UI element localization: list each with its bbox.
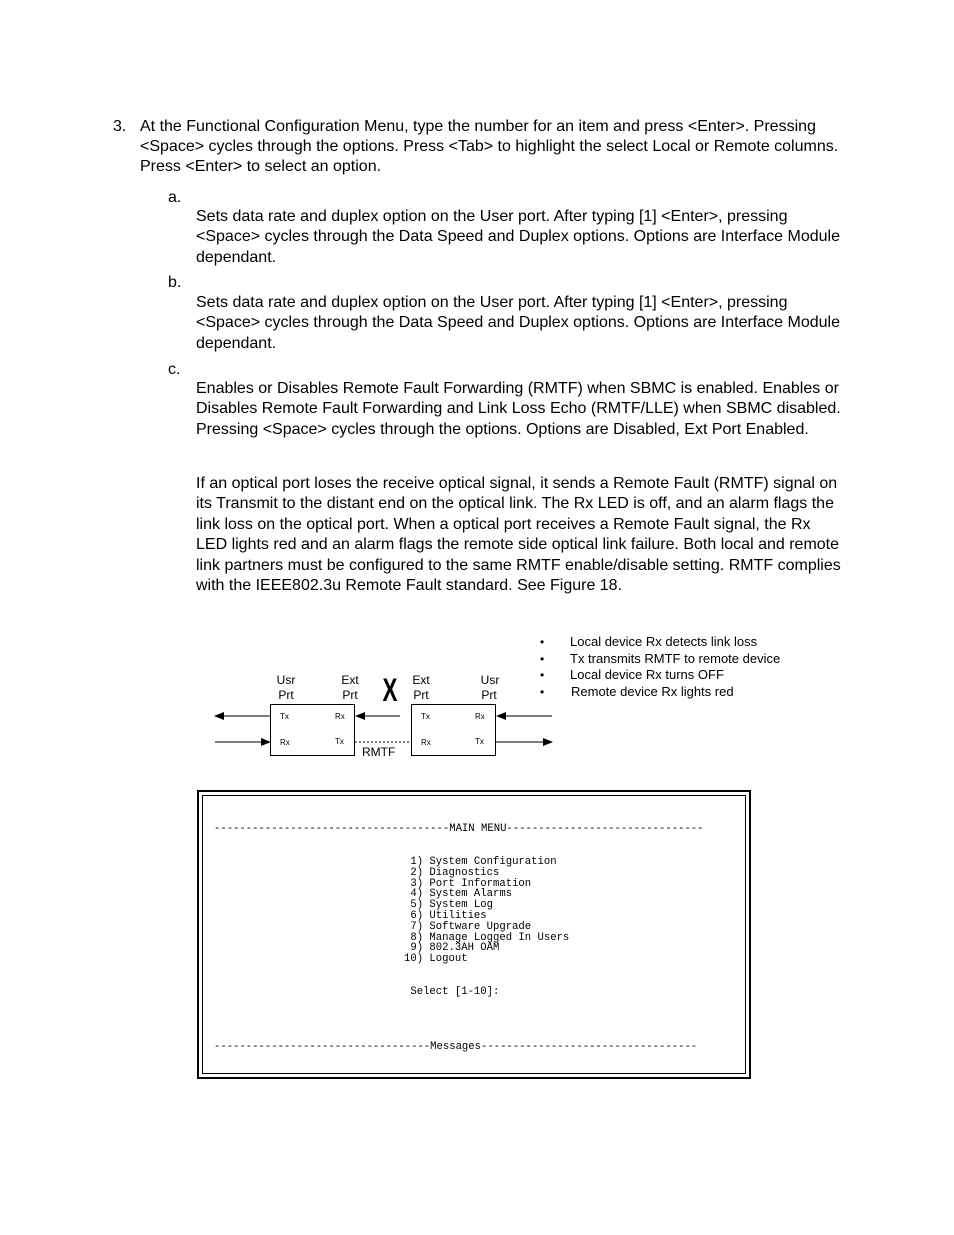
substep-b-text: Sets data rate and duplex option on the User port. After typing [1] <Enter>, pressing <Space> cycles through the Data Speed and Duplex options. Options are Interface Module dependant.: [196, 294, 840, 352]
substep-b-label: b.: [168, 274, 182, 291]
remote-ext-tx-label: Tx: [421, 712, 430, 721]
rmtf-label: RMTF: [362, 745, 396, 759]
substep-c-label: c.: [168, 361, 181, 378]
select-prompt[interactable]: Select [1-10]:: [404, 986, 500, 998]
remote-usr-tx-label: Tx: [475, 737, 484, 746]
bullet-dot: •: [540, 651, 545, 666]
bullet-item: [540, 684, 840, 701]
bullet-text: Local device Rx turns OFF: [570, 667, 724, 683]
substep-c-text: Enables or Disables Remote Fault Forwarding (RMTF) when SBMC is enabled. Enables or Disables Remote Fault Forwarding and Link Loss Echo (RMTF/LLE) when SBMC disabled. Pressing <Space> cycles through the options. Options are Disabled, Ext Port Enabled.: [196, 380, 841, 438]
step-text: At the Functional Configuration Menu, type the number for an item and press <Enter>. Pressing <Space> cycles through the options. Press <Tab> to highlight the select Local or Remote columns. Press <Enter> to select an option.: [140, 118, 839, 175]
substep-a-label: a.: [168, 189, 182, 206]
substep-a-text: Sets data rate and duplex option on the User port. After typing [1] <Enter>, pressing <Space> cycles through the Data Speed and Duplex options. Options are Interface Module dependant.: [196, 208, 840, 266]
bullet-item: [540, 651, 840, 668]
remote-usr-rx-label: Rx: [475, 712, 485, 721]
bullet-item: [540, 667, 840, 684]
menu-item-802-3ah-oam[interactable]: 9) 802.3AH OAM: [404, 942, 500, 955]
local-usr-tx-label: Tx: [280, 712, 289, 721]
bullet-dot: •: [540, 635, 545, 649]
local-ext-label: Ext: [341, 673, 359, 687]
menu-item-logout[interactable]: 10) Logout: [404, 953, 468, 966]
bullet-item: [540, 634, 840, 651]
menu-item-port-information[interactable]: 3) Port Information: [404, 877, 532, 890]
bullet-dot: •: [540, 668, 545, 683]
substep-c-rmtf-description: If an optical port loses the receive optical signal, it sends a Remote Fault (RMTF) signal on its Transmit to the distant end on the optical link. The Rx LED is off, and an alarm flags the link loss on the optical port. When a optical port receives a Remote Fault signal, the Rx LED lights red and an alarm flags the remote side optical link failure. Both local and remote link partners must be configured to the same RMTF enable/disable setting. RMTF complies with the IEEE802.3u Remote Fault standard. See Figure 18.: [196, 475, 841, 595]
link-break-x-mark: X: [382, 672, 398, 708]
remote-ext-rx-label: Rx: [421, 738, 431, 747]
remote-ext-label: Ext: [412, 673, 430, 687]
local-usr-rx-label: Rx: [280, 738, 290, 747]
menu-item-software-upgrade[interactable]: 7) Software Upgrade: [404, 920, 532, 933]
menu-item-diagnostics[interactable]: 2) Diagnostics: [404, 866, 500, 879]
menu-item-system-log[interactable]: 5) System Log: [404, 899, 494, 912]
rmtf-bullet-list: [540, 634, 840, 701]
menu-item-utilities[interactable]: 6) Utilities: [404, 910, 487, 922]
bullet-text: Remote device Rx lights red: [571, 684, 734, 700]
menu-item-system-configuration[interactable]: 1) System Configuration: [404, 856, 557, 868]
local-ext-tx-label: Tx: [335, 737, 344, 746]
menu-item-system-alarms[interactable]: 4) System Alarms: [404, 888, 513, 901]
main-menu-terminal: [197, 790, 751, 1079]
main-menu-header: -------------------------------------MAIN MENU-------------------------------: [214, 823, 704, 835]
bullet-text: Local device Rx detects link loss: [570, 634, 758, 649]
local-usr-label: Usr: [276, 673, 296, 687]
bullet-dot: •: [540, 685, 545, 700]
local-ext-prt-label: Prt: [342, 688, 358, 702]
bullet-text: Tx transmits RMTF to remote device: [570, 650, 781, 666]
messages-footer: ----------------------------------Messages----------------------------------: [214, 1041, 698, 1053]
remote-usr-prt-label: Prt: [481, 688, 497, 702]
step-number: 3.: [113, 118, 127, 135]
remote-usr-label: Usr: [480, 673, 500, 687]
rmtf-diagram: [200, 660, 560, 765]
local-usr-prt-label: Prt: [278, 688, 294, 702]
remote-ext-prt-label: Prt: [413, 688, 429, 702]
menu-item-manage-logged-in-users[interactable]: 8) Manage Logged In Users: [404, 931, 570, 944]
local-ext-rx-label: Rx: [335, 712, 345, 721]
